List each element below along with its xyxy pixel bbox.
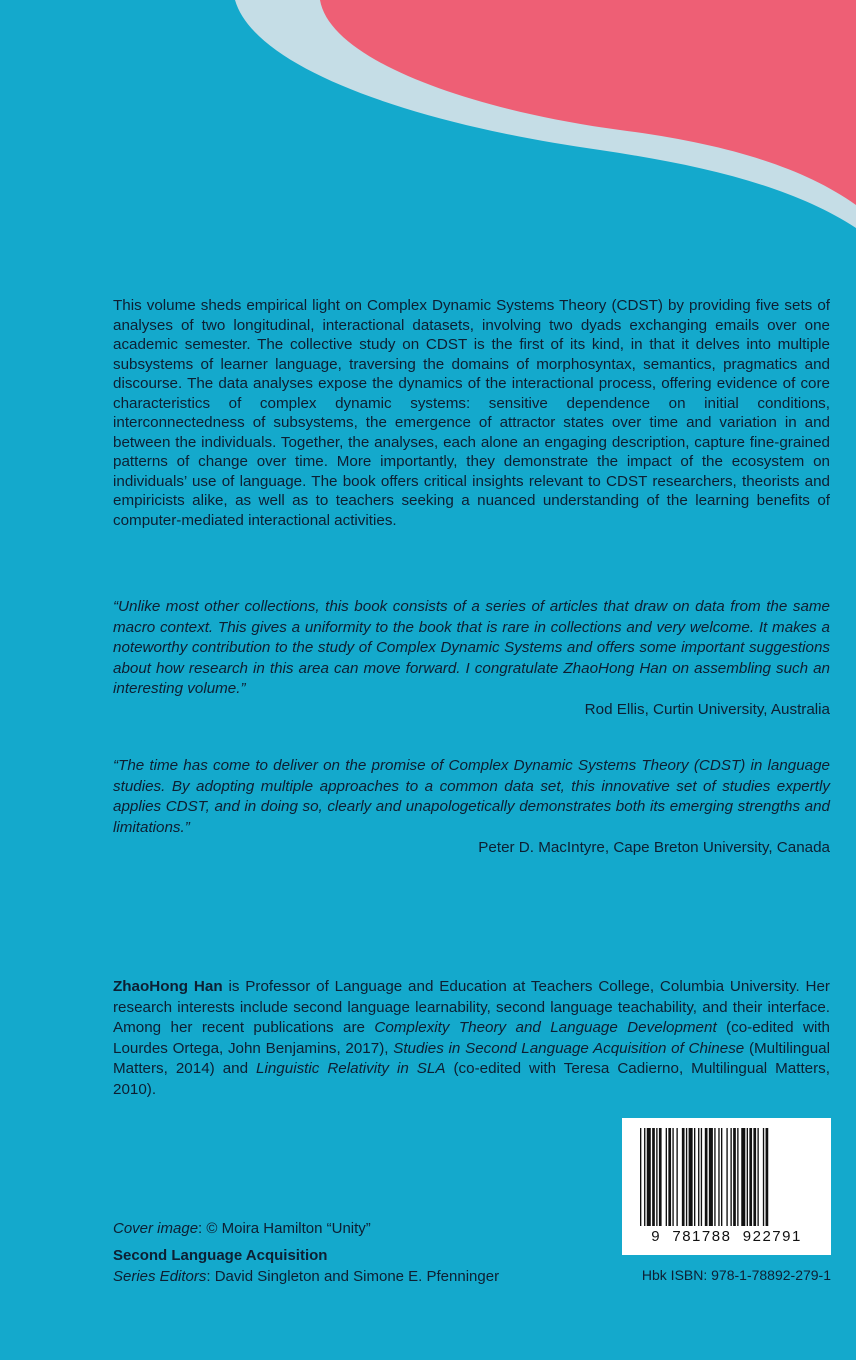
- barcode-bar: [694, 1128, 695, 1226]
- barcode-bar: [733, 1128, 736, 1226]
- endorsement-quote: [113, 756, 830, 859]
- cover-credit-label: Cover image: [113, 1220, 199, 1237]
- barcode-bar: [676, 1128, 677, 1226]
- barcode-bar: [726, 1128, 727, 1226]
- barcode-bar: [741, 1128, 745, 1226]
- cover-credit-value: : © Moira Hamilton “Unity”: [198, 1220, 371, 1237]
- barcode-bar: [698, 1128, 699, 1226]
- barcode-bar: [644, 1128, 645, 1226]
- barcode-bar: [652, 1128, 655, 1226]
- barcode-bar: [766, 1128, 769, 1226]
- barcode-bar: [718, 1128, 719, 1226]
- barcode-bar: [666, 1128, 667, 1226]
- barcode-digits: 9 781788 922791: [651, 1228, 802, 1245]
- book-title: Linguistic Relativity in SLA: [256, 1060, 446, 1077]
- series-title: Second Language Acquisition: [113, 1247, 328, 1264]
- author-bio: [113, 977, 830, 1100]
- barcode-bar: [689, 1128, 693, 1226]
- barcode-bar: [709, 1128, 713, 1226]
- endorsement-quote: [113, 597, 830, 720]
- barcode-bar: [668, 1128, 671, 1226]
- barcode-bar: [753, 1128, 756, 1226]
- isbn: Hbk ISBN: 978-1-78892-279-1: [641, 1267, 831, 1283]
- bio-text: (co-edited with Lourdes Ortega, John Benjamins, 2017),: [113, 1019, 830, 1057]
- cover-art-shapes: [0, 0, 856, 260]
- barcode-bars: [640, 1128, 813, 1226]
- barcode-bar: [656, 1128, 657, 1226]
- quote-text: “Unlike most other collections, this book consists of a series of articles that draw on data from the same macro context. This gives a uniformity to the book that is rare in collections and very welcome. It makes a noteworthy contribution to the study of Complex Dynamic Systems and offers some important suggestions about how research in this area can move forward. I congratulate ZhaoHong Han on assembling such an interesting volume.”: [113, 598, 830, 697]
- book-description: This volume sheds empirical light on Complex Dynamic Systems Theory (CDST) by providing five sets of analyses of two longitudinal, interactional datasets, involving two dyads exchanging emails over one academic semester. The collective study on CDST is the first of its kind, in that it delves into multiple subsystems of learner language, traversing the domains of morphosyntax, semantics, pragmatics and discourse. The data analyses expose the dynamics of the interactional process, offering evidence of core characteristics of complex dynamic systems: sensitive dependence on initial conditions, interconnectedness of subsystems, the emergence of attractor states over time and variation in and between the individuals. Together, the analyses, each alone an engaging description, capture fine-grained patterns of change over time. More importantly, they demonstrate the impact of the ecosystem on individuals’ use of language. The book offers critical insights relevant to CDST researchers, theorists and empiricists alike, as well as to teachers seeking a nuanced understanding of the learning benefits of computer-mediated interactional activities.: [113, 297, 830, 529]
- barcode-bar: [737, 1128, 738, 1226]
- cover-image-credit: [113, 1220, 371, 1237]
- series-editors: [113, 1268, 499, 1285]
- book-title: Studies in Second Language Acquisition of Chinese: [393, 1039, 745, 1057]
- barcode-bar: [672, 1128, 673, 1226]
- book-title: Complexity Theory and Language Development: [374, 1019, 717, 1036]
- barcode-bar: [714, 1128, 715, 1226]
- bio-text: is Professor of Language and Education at Teachers College, Columbia University. Her research interests include second language learnability, second language teachability, and their interface. Among her recent publications are: [113, 978, 830, 1036]
- barcode-bar: [749, 1128, 752, 1226]
- quote-text: “The time has come to deliver on the promise of Complex Dynamic Systems Theory (CDST) in language studies. By adopting multiple approaches to a common data set, this innovative set of studies expertly applies CDST, and in doing so, clearly and unapologetically demonstrates both its emerging strengths and limitations.”: [113, 757, 830, 836]
- quote-attribution: Peter D. MacIntyre, Cape Breton University, Canada: [478, 839, 830, 856]
- bio-text: (Multilingual Matters, 2014) and: [113, 1039, 830, 1077]
- barcode-bar: [701, 1128, 702, 1226]
- barcode-bar: [763, 1128, 764, 1226]
- series-editors-value: : David Singleton and Simone E. Pfenninger: [206, 1268, 500, 1285]
- barcode-bar: [640, 1128, 641, 1226]
- barcode-bar: [682, 1128, 685, 1226]
- barcode: [622, 1118, 831, 1255]
- barcode-bar: [721, 1128, 722, 1226]
- barcode-bar: [730, 1128, 731, 1226]
- barcode-bar: [757, 1128, 758, 1226]
- bio-text: (co-edited with Teresa Cadierno, Multilingual Matters, 2010).: [113, 1060, 830, 1098]
- barcode-bar: [705, 1128, 708, 1226]
- barcode-bar: [747, 1128, 748, 1226]
- quote-attribution: Rod Ellis, Curtin University, Australia: [584, 700, 830, 718]
- barcode-bar: [686, 1128, 687, 1226]
- series-editors-label: Series Editors: [113, 1268, 207, 1285]
- barcode-bar: [659, 1128, 662, 1226]
- author-name: ZhaoHong Han: [113, 978, 223, 995]
- barcode-bar: [647, 1128, 651, 1226]
